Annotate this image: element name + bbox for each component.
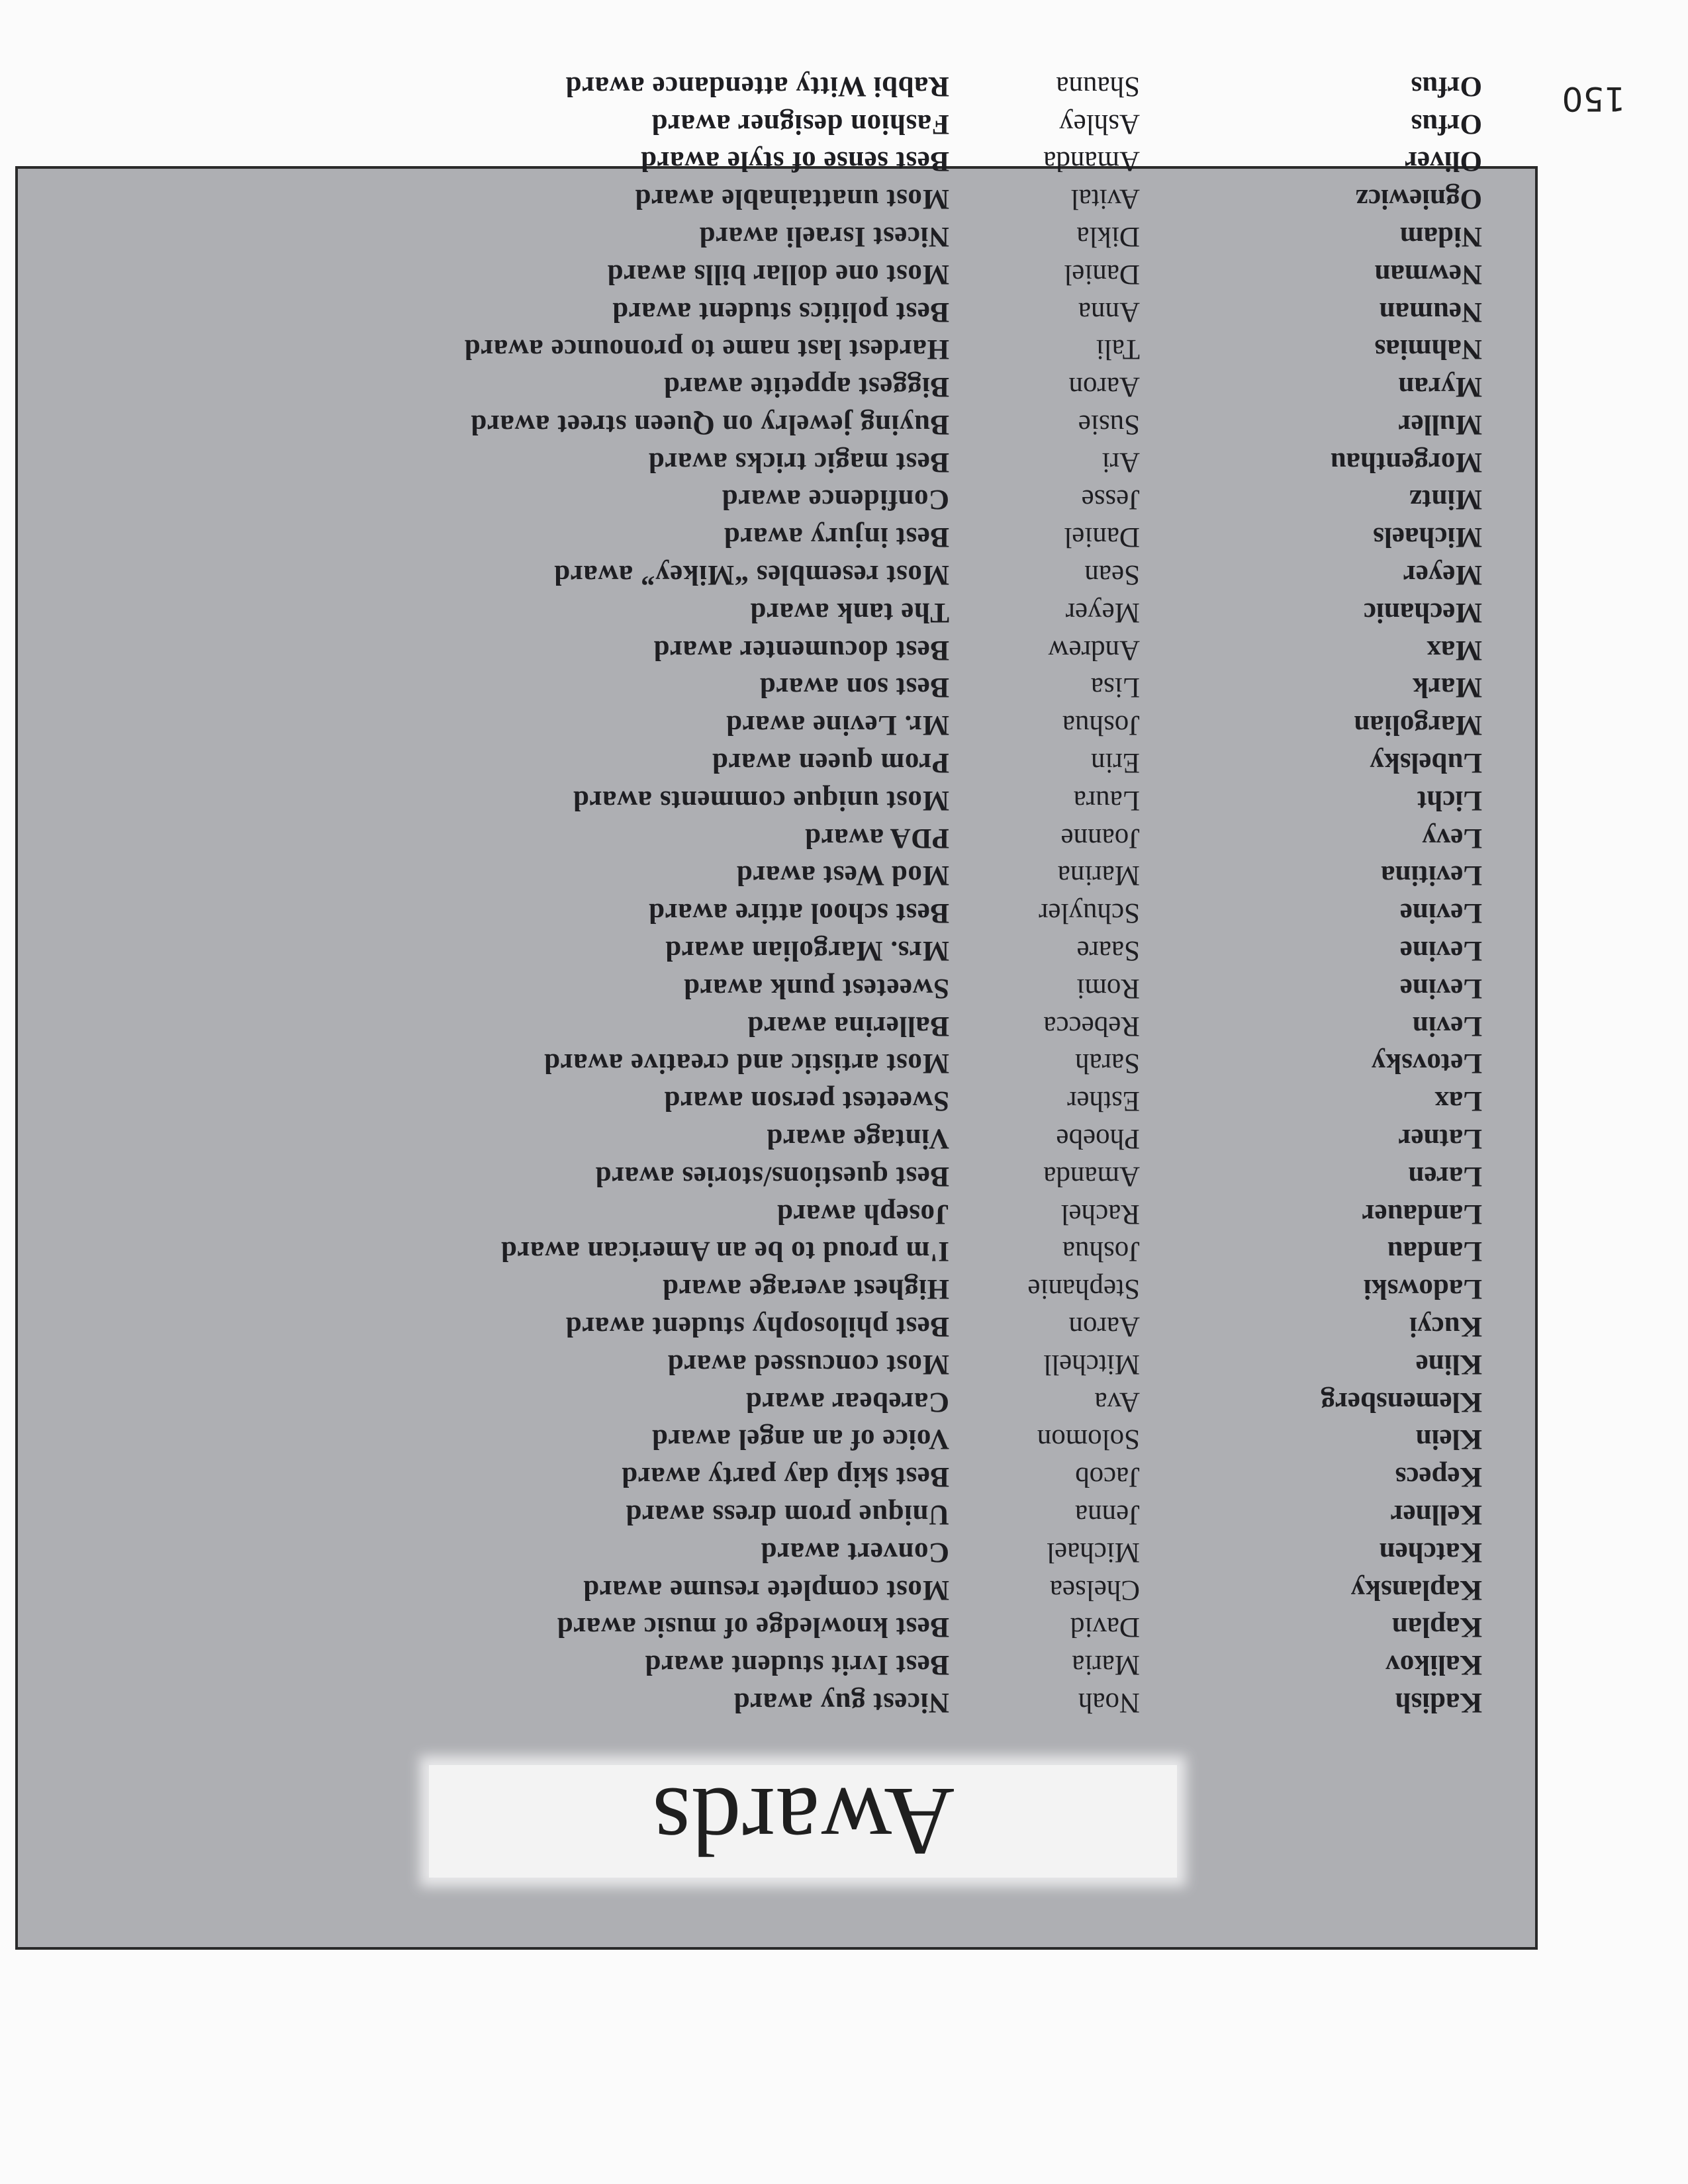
first-name: Sarah: [1075, 1048, 1140, 1079]
award-row: [26, 1118, 1482, 1156]
first-name: Esther: [1067, 1085, 1140, 1117]
award-row: [26, 743, 1482, 780]
award-name: Most artistic and creative award: [543, 1048, 949, 1079]
last-name: Lax: [1434, 1085, 1482, 1117]
award-row: [26, 254, 1482, 292]
award-row: [26, 630, 1482, 668]
first-name: Jacob: [1075, 1461, 1140, 1493]
first-name: Amanda: [1043, 1160, 1140, 1192]
last-name: Oliver: [1404, 146, 1482, 177]
award-row: [26, 668, 1482, 705]
award-row: [26, 818, 1482, 856]
award-name: Sweetest punk award: [683, 972, 949, 1004]
award-row: [26, 66, 1482, 104]
first-name: Erin: [1090, 747, 1140, 779]
last-name: Kaplansky: [1350, 1574, 1482, 1606]
award-row: [26, 931, 1482, 968]
award-row: [26, 292, 1482, 330]
last-name: Mintz: [1409, 484, 1482, 516]
award-name: Prom queen award: [712, 747, 949, 779]
award-row: [26, 1645, 1482, 1682]
award-name: Unique prom dress award: [626, 1499, 949, 1531]
award-row: [26, 1457, 1482, 1494]
award-name: Best son award: [759, 672, 949, 704]
awards-panel: [15, 70, 1538, 1950]
first-name: Daniel: [1064, 258, 1140, 290]
last-name: Nahmias: [1374, 334, 1482, 365]
last-name: Myran: [1398, 371, 1482, 403]
last-name: Muller: [1398, 408, 1482, 440]
first-name: Romi: [1076, 972, 1140, 1004]
award-name: Ballerina award: [747, 1010, 949, 1042]
award-row: [26, 705, 1482, 743]
award-name: Nicest guy award: [733, 1687, 949, 1718]
first-name: Maria: [1072, 1649, 1140, 1681]
title-banner: [429, 1765, 1177, 1878]
award-row: [26, 555, 1482, 592]
award-row: [26, 1570, 1482, 1608]
last-name: Levine: [1399, 897, 1482, 929]
award-row: [26, 367, 1482, 404]
first-name: Chelsea: [1049, 1574, 1140, 1606]
first-name: Tali: [1096, 334, 1140, 365]
last-name: Licht: [1417, 784, 1482, 816]
award-row: [26, 518, 1482, 555]
award-name: Most unique comments award: [573, 784, 949, 816]
award-name: Best documenter award: [653, 634, 949, 666]
first-name: Joshua: [1062, 709, 1140, 741]
award-name: Buying jewelry on Queen street award: [470, 408, 949, 440]
award-name: Highest average award: [662, 1273, 949, 1305]
last-name: Margolian: [1354, 709, 1482, 741]
last-name: Morgenthau: [1330, 446, 1482, 478]
awards-list: [26, 66, 1482, 1720]
award-row: [26, 1006, 1482, 1044]
award-row: [26, 330, 1482, 367]
award-name: Most unattainable award: [635, 183, 949, 215]
first-name: Jenna: [1075, 1499, 1140, 1531]
last-name: Meyer: [1403, 559, 1482, 591]
award-row: [26, 404, 1482, 442]
first-name: Ashley: [1059, 108, 1140, 140]
last-name: Katchen: [1379, 1536, 1482, 1568]
first-name: Aaron: [1068, 371, 1140, 403]
award-name: PDA award: [804, 822, 949, 854]
first-name: Ari: [1102, 446, 1140, 478]
last-name: Landauer: [1362, 1198, 1482, 1230]
last-name: Kaplan: [1391, 1612, 1482, 1643]
last-name: Latner: [1398, 1123, 1482, 1155]
award-name: Biggest appetite award: [663, 371, 949, 403]
award-row: [26, 442, 1482, 480]
award-row: [26, 1232, 1482, 1269]
first-name: Aaron: [1068, 1311, 1140, 1343]
first-name: Michael: [1047, 1536, 1140, 1568]
award-name: Best injury award: [724, 522, 949, 553]
first-name: David: [1070, 1612, 1140, 1643]
last-name: Landau: [1387, 1236, 1482, 1267]
award-name: Convert award: [761, 1536, 949, 1568]
award-row: [26, 1194, 1482, 1232]
last-name: Neuman: [1379, 296, 1482, 328]
award-name: Best politics student award: [612, 296, 949, 328]
award-name: Hardest last name to pronounce award: [464, 334, 949, 365]
award-row: [26, 1306, 1482, 1344]
award-name: Best questions/stories award: [595, 1160, 949, 1192]
first-name: Noah: [1078, 1687, 1140, 1718]
last-name: Nidam: [1399, 220, 1482, 252]
first-name: Sean: [1084, 559, 1140, 591]
last-name: Mark: [1412, 672, 1482, 704]
award-name: Rabbi Witty attendance award: [565, 70, 949, 102]
award-name: Most resembles “Mikey” award: [553, 559, 949, 591]
award-row: [26, 592, 1482, 630]
award-name: Mr. Levine award: [726, 709, 949, 741]
last-name: Kucyi: [1409, 1311, 1482, 1343]
first-name: Mitchell: [1043, 1348, 1140, 1380]
first-name: Stephanie: [1027, 1273, 1140, 1305]
last-name: Kadish: [1395, 1687, 1482, 1718]
first-name: Rachel: [1060, 1198, 1140, 1230]
last-name: Klemensberg: [1321, 1386, 1482, 1418]
last-name: Ogniewicz: [1355, 183, 1482, 215]
first-name: Laura: [1073, 784, 1140, 816]
last-name: Kalikov: [1385, 1649, 1482, 1681]
award-row: [26, 480, 1482, 518]
first-name: Amanda: [1043, 146, 1140, 177]
last-name: Laren: [1408, 1160, 1482, 1192]
award-row: [26, 216, 1482, 254]
award-name: Voice of an angel award: [651, 1424, 949, 1455]
award-row: [26, 968, 1482, 1006]
award-row: [26, 1682, 1482, 1720]
page-number: 150: [1562, 79, 1625, 118]
award-name: Best magic tricks award: [648, 446, 949, 478]
first-name: Schuyler: [1039, 897, 1140, 929]
page-title: Awards: [651, 1767, 955, 1876]
first-name: Shauna: [1056, 70, 1140, 102]
last-name: Kepecs: [1395, 1461, 1482, 1493]
award-name: Most complete resume award: [583, 1574, 949, 1606]
first-name: Marina: [1057, 860, 1140, 891]
award-name: Sweetest person award: [664, 1085, 949, 1117]
first-name: Meyer: [1065, 596, 1140, 628]
first-name: Rebecca: [1043, 1010, 1140, 1042]
last-name: Mechanic: [1363, 596, 1482, 628]
first-name: Lisa: [1090, 672, 1140, 704]
award-name: Fashion designer award: [651, 108, 949, 140]
award-row: [26, 780, 1482, 818]
award-name: Most one dollar bills award: [607, 258, 949, 290]
first-name: Joanne: [1060, 822, 1140, 854]
first-name: Susie: [1078, 408, 1140, 440]
award-name: Vintage award: [766, 1123, 949, 1155]
first-name: Phoebe: [1056, 1123, 1140, 1155]
award-row: [26, 856, 1482, 893]
award-name: Mod West award: [736, 860, 949, 891]
last-name: Max: [1427, 634, 1482, 666]
award-row: [26, 1344, 1482, 1382]
award-name: The tank award: [750, 596, 949, 628]
award-name: Best Ivrit student award: [645, 1649, 949, 1681]
last-name: Levine: [1399, 935, 1482, 967]
last-name: Michaels: [1373, 522, 1482, 553]
award-row: [26, 142, 1482, 179]
last-name: Levine: [1399, 972, 1482, 1004]
award-row: [26, 1081, 1482, 1118]
last-name: Levitina: [1381, 860, 1482, 891]
award-row: [26, 1420, 1482, 1457]
last-name: Kline: [1415, 1348, 1482, 1380]
award-row: [26, 1494, 1482, 1532]
first-name: Jesse: [1081, 484, 1140, 516]
last-name: Levin: [1412, 1010, 1482, 1042]
first-name: Joshua: [1062, 1236, 1140, 1267]
award-row: [26, 1608, 1482, 1645]
award-row: [26, 1382, 1482, 1420]
award-name: Best knowledge of music award: [557, 1612, 949, 1643]
first-name: Daniel: [1064, 522, 1140, 553]
first-name: Solomon: [1037, 1424, 1140, 1455]
award-name: Best skip day party award: [621, 1461, 949, 1493]
award-row: [26, 104, 1482, 142]
award-row: [26, 893, 1482, 931]
award-name: Best philosophy student award: [565, 1311, 949, 1343]
first-name: Saare: [1076, 935, 1140, 967]
last-name: Letovsky: [1371, 1048, 1482, 1079]
last-name: Orfus: [1411, 70, 1482, 102]
first-name: Andrew: [1048, 634, 1140, 666]
award-row: [26, 1044, 1482, 1081]
first-name: Ava: [1094, 1386, 1140, 1418]
award-name: Joseph award: [776, 1198, 949, 1230]
last-name: Lubelsky: [1370, 747, 1482, 779]
last-name: Orfus: [1411, 108, 1482, 140]
award-name: Most concussed award: [667, 1348, 949, 1380]
award-name: Mrs. Margolian award: [665, 935, 949, 967]
award-name: Best sense of style award: [640, 146, 949, 177]
award-row: [26, 1156, 1482, 1194]
award-name: Best school attire award: [648, 897, 949, 929]
last-name: Levy: [1422, 822, 1482, 854]
first-name: Anna: [1078, 296, 1140, 328]
award-name: Confidence award: [722, 484, 949, 516]
award-row: [26, 179, 1482, 216]
last-name: Klein: [1415, 1424, 1482, 1455]
award-name: Nicest Israeli award: [699, 220, 949, 252]
award-row: [26, 1269, 1482, 1306]
last-name: Kellner: [1390, 1499, 1482, 1531]
last-name: Newman: [1374, 258, 1482, 290]
last-name: Ladowski: [1363, 1273, 1482, 1305]
award-row: [26, 1532, 1482, 1570]
award-name: I'm proud to be an American award: [500, 1236, 949, 1267]
first-name: Avital: [1070, 183, 1140, 215]
award-name: Carebear award: [745, 1386, 949, 1418]
first-name: Dikla: [1076, 220, 1140, 252]
